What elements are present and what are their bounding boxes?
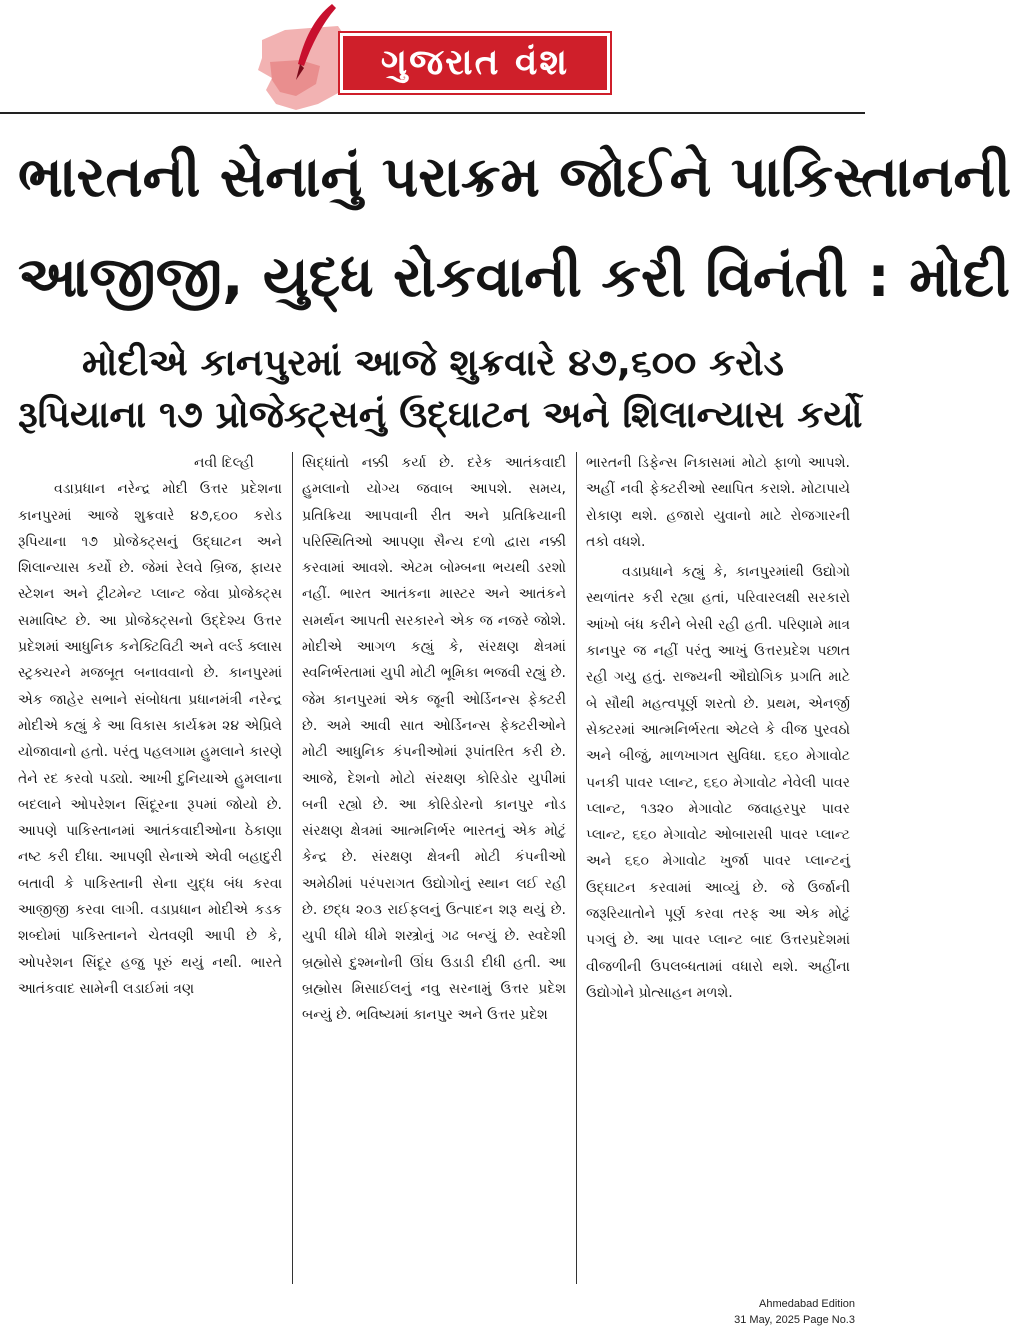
subheadline-line-2: રૂપિયાના ૧૭ પ્રોજેક્ટ્સનું ઉદ્ઘાટન અને શિલાન્યાસ કર્યો bbox=[18, 393, 863, 436]
masthead-divider bbox=[0, 112, 865, 114]
article-body bbox=[18, 450, 848, 1290]
headline-line-1: ભારતની સેનાનું પરાક્રમ જોઈને પાકિસ્તાનની bbox=[18, 145, 1011, 210]
column-1-text: વડાપ્રધાન નરેન્દ્ર મોદી ઉત્તર પ્રદેશના કાનપુરમાં આજે શુક્રવારે ૪૭,૬૦૦ કરોડ રૂપિયાના ૧૭ પ્રોજેક્ટ્સનું ઉદ્ઘાટન અને શિલાન્યાસ કર્યો છે. જેમાં રેલવે બ્રિજ, ફાયર સ્ટેશન અને ટ્રીટમેન્ટ પ્લાન્ટ જેવા પ્રોજેક્ટ્સ સમાવિષ્ટ છે. આ પ્રોજેક્ટ્સનો ઉદ્દેશ્ય ઉત્તર પ્રદેશમાં આધુનિક કનેક્ટિવિટી અને વર્લ્ડ ક્લાસ સ્ટ્રક્ચરને મજબૂત બનાવવાનો છે. કાનપુરમાં એક જાહેર સભાને સંબોધતા પ્રધાનમંત્રી નરેન્દ્ર મોદીએ કહ્યું કે આ વિકાસ કાર્યક્રમ ૨૪ એપ્રિલે યોજાવાનો હતો. પરંતુ પહલગામ હુમલાને કારણે તેને રદ કરવો પડ્યો. આખી દુનિયાએ હુમલાના બદલાને ઓપરેશન સિંદૂરના રૂપમાં જોયો છે. આપણે પાકિસ્તાનમાં આતંકવાદીઓના ઠેકાણા નષ્ટ કરી દીધા. આપણી સેનાએ એવી બહાદુરી બતાવી કે પાકિસ્તાની સેના યુદ્ધ બંધ કરવા આજીજી કરવા લાગી. વડાપ્રધાન મોદીએ કડક શબ્દોમાં પાકિસ્તાનને ચેતવણી આપી છે કે, ઓપરેશન સિંદૂર હજુ પૂરું થયું નથી. ભારતે આતંકવાદ સામેની લડાઈમાં ત્રણ bbox=[18, 481, 282, 997]
masthead bbox=[0, 0, 865, 112]
edition-name: Ahmedabad Edition bbox=[758, 1298, 855, 1310]
dateline: નવી દિલ્હી bbox=[194, 455, 254, 471]
column-3-paragraph-2: વડાપ્રધાને કહ્યું કે, કાનપુરમાંથી ઉદ્યોગો સ્થળાંતર કરી રહ્યા હતાં, પરિવારલક્ષી સરકારો આંખો બંધ કરીને બેસી રહી હતી. પરિણામે માત્ર કાનપુર જ નહીં પરંતુ આખું ઉત્તરપ્રદેશ પછાત રહી ગયુ હતું. રાજ્યની ઔદ્યોગિક પ્રગતિ માટે બે સૌથી મહત્વપૂર્ણ શરતો છે. પ્રથમ, એનર્જી સેક્ટરમાં આત્મનિર્ભરતા એટલે કે વીજ પુરવઠો અને બીજું, માળખાગત સુવિધા. ૬૬૦ મેગાવોટ પનકી પાવર પ્લાન્ટ, ૬૬૦ મેગાવોટ નેવેલી પાવર પ્લાન્ટ, ૧૩૨૦ મેગાવોટ જવાહરપુર પાવર પ્લાન્ટ, ૬૬૦ મેગાવોટ ઓબારાસી પાવર પ્લાન્ટ અને ૬૬૦ મેગાવોટ ખુર્જા પાવર પ્લાન્ટનું ઉદ્ઘાટન કરવામાં આવ્યું છે. જે ઉર્જાની જરૂરિયાતોને પૂર્ણ કરવા તરફ આ એક મોટું પગલું છે. આ પાવર પ્લાન્ટ બાદ ઉત્તરપ્રદેશમાં વીજળીની ઉપલબ્ધતામાં વધારો થશે. અહીંના ઉદ્યોગોને પ્રોત્સાહન મળશે. bbox=[586, 564, 850, 1001]
headline-line-2: આજીજી, યુદ્ધ રોકવાની કરી વિનંતી : મોદી bbox=[18, 245, 1011, 310]
article-column-2 bbox=[302, 450, 566, 1290]
brand-logo bbox=[340, 33, 610, 93]
brand-name: ગુજરાત વંશ bbox=[380, 42, 570, 83]
column-2-text: સિદ્ધાંતો નક્કી કર્યા છે. દરેક આતંકવાદી હુમલાનો યોગ્ય જવાબ આપશે. સમય, પ્રતિક્રિયા આપવાની રીત અને પ્રતિક્રિયાની પરિસ્થિતિઓ આપણા સૈન્ય દળો દ્વારા નક્કી કરવામાં આવશે. એટમ બોમ્બના ભયથી ડરશો નહીં. ભારત આતંકના માસ્ટર અને આતંકને સમર્થન આપતી સરકારને એક જ નજરે જોશે. મોદીએ આગળ કહ્યું કે, સંરક્ષણ ક્ષેત્રમાં સ્વનિર્ભરતામાં યુપી મોટી ભૂમિકા ભજવી રહ્યું છે. જેમ કાનપુરમાં એક જૂની ઓર્ડિનન્સ ફેક્ટરી છે. અમે આવી સાત ઓર્ડિનન્સ ફેક્ટરીઓને મોટી આધુનિક કંપનીઓમાં રૂપાંતરિત કરી છે. આજે, દેશનો મોટો સંરક્ષણ કોરિડોર યુપીમાં બની રહ્યો છે. આ કોરિડોરનો કાનપુર નોડ સંરક્ષણ ક્ષેત્રમાં આત્મનિર્ભર ભારતનું એક મોટું કેન્દ્ર છે. સંરક્ષણ ક્ષેત્રની મોટી કંપનીઓ અમેઠીમાં પરંપરાગત ઉદ્યોગોનું સ્થાન લઈ રહી છે. છદ્ધ ૨૦૩ રાઈફલનું ઉત્પાદન શરૂ થયું છે. યુપી ધીમે ધીમે શસ્ત્રોનું ગઢ બન્યું છે. સ્વદેશી બ્રહ્મોસે દુશ્મનોની ઊંઘ ઉડાડી દીધી હતી. આ બ્રહ્મોસ મિસાઈલનું નવુ સરનામું ઉત્તર પ્રદેશ બન્યું છે. ભવિષ્યમાં કાનપુર અને ઉત્તર પ્રદેશ bbox=[302, 455, 566, 1024]
subheadline-line-1: મોદીએ કાનપુરમાં આજે શુક્રવારે ૪૭,૬૦૦ કરોડ bbox=[82, 341, 784, 384]
article-column-3 bbox=[586, 450, 850, 1290]
column-divider bbox=[292, 452, 293, 1284]
column-3-paragraph-1: ભારતની ડિફેન્સ નિકાસમાં મોટો ફાળો આપશે. અહીં નવી ફેક્ટરીઓ સ્થાપિત કરાશે. મોટાપાયે રોકાણ થશે. હજારો યુવાનો માટે રોજગારની તકો વધશે. bbox=[586, 455, 850, 550]
edition-date-page: 31 May, 2025 Page No.3 bbox=[734, 1314, 855, 1326]
edition-info bbox=[734, 1296, 855, 1328]
article-column-1 bbox=[18, 450, 282, 1290]
column-divider bbox=[576, 452, 577, 1284]
